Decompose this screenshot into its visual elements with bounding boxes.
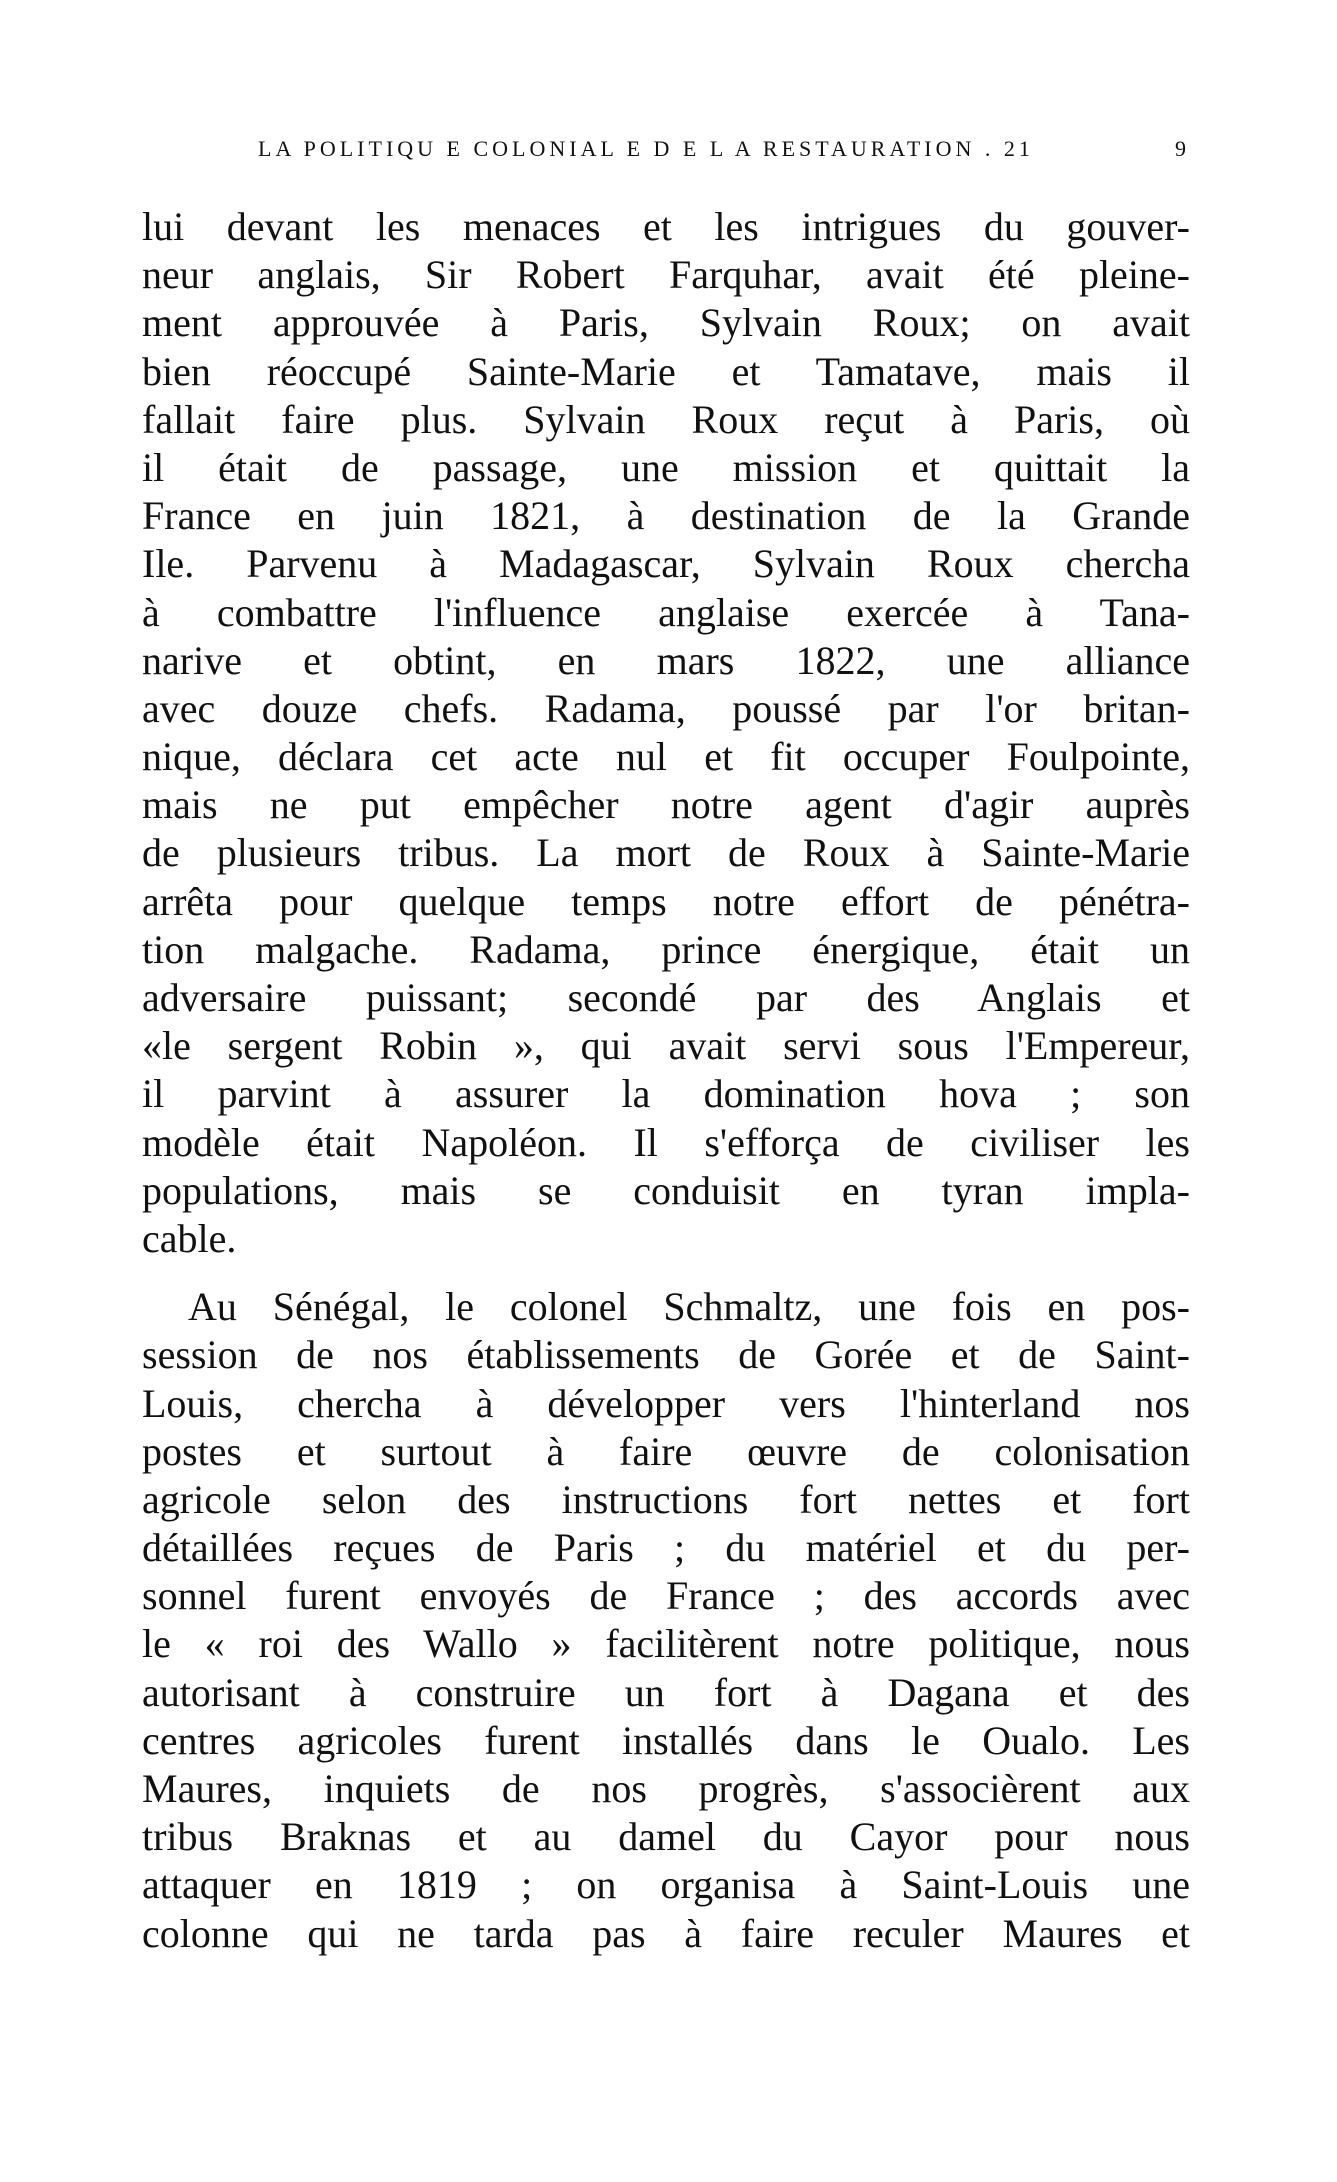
text-line: autorisant à construire un fort à Dagana et des (142, 1669, 1190, 1715)
text-line: nique, déclara cet acte nul et fit occuper Foulpointe, (142, 734, 1190, 780)
text-line: mais ne put empêcher notre agent d'agir auprès (142, 782, 1190, 828)
text-line: ment approuvée à Paris, Sylvain Roux; on avait (142, 300, 1190, 346)
text-line: session de nos établissements de Gorée et de Saint- (142, 1332, 1190, 1378)
text-line: lui devant les menaces et les intrigues du gouver- (142, 204, 1190, 249)
text-line: tribus Braknas et au damel du Cayor pour nous (142, 1814, 1190, 1860)
text-line: narive et obtint, en mars 1822, une alliance (142, 637, 1190, 683)
text-line: le « roi des Wallo » facilitèrent notre politique, nous (142, 1621, 1190, 1667)
text-line: arrêta pour quelque temps notre effort de pénétra- (142, 878, 1190, 924)
text-line: il parvint à assurer la domination hova ; son (142, 1071, 1190, 1117)
text-line: postes et surtout à faire œuvre de colonisation (142, 1428, 1190, 1474)
text-line: bien réoccupé Sainte-Marie et Tamatave, mais il (142, 348, 1190, 394)
text-line: modèle était Napoléon. Il s'efforça de civiliser les (142, 1119, 1190, 1165)
text-line: attaquer en 1819 ; on organisa à Saint-Louis une (142, 1862, 1190, 1908)
text-line: de plusieurs tribus. La mort de Roux à Sainte-Marie (142, 830, 1190, 876)
paragraph-madagascar (142, 203, 1190, 1263)
text-line: centres agricoles furent installés dans le Oualo. Les (142, 1717, 1190, 1763)
text-line: il était de passage, une mission et quittait la (142, 444, 1190, 490)
text-line: Ile. Parvenu à Madagascar, Sylvain Roux chercha (142, 541, 1190, 587)
text-line: Louis, chercha à développer vers l'hinterland nos (142, 1380, 1190, 1426)
text-line: cable. (142, 1215, 237, 1261)
text-line: colonne qui ne tarda pas à faire reculer Maures et (142, 1910, 1190, 1956)
text-line: détaillées reçues de Paris ; du matériel et du per- (142, 1525, 1190, 1571)
text-line: agricole selon des instructions fort nettes et fort (142, 1476, 1190, 1522)
text-line: Au Sénégal, le colonel Schmaltz, une fois en pos- (188, 1284, 1190, 1330)
running-header (258, 136, 1186, 166)
text-line: tion malgache. Radama, prince énergique, était un (142, 926, 1190, 972)
text-line: sonnel furent envoyés de France ; des accords avec (142, 1573, 1190, 1619)
text-line: fallait faire plus. Sylvain Roux reçut à Paris, où (142, 396, 1190, 442)
page-number: 9 (1175, 136, 1186, 161)
text-line: «le sergent Robin », qui avait servi sous l'Empereur, (142, 1023, 1190, 1069)
text-line: populations, mais se conduisit en tyran impla- (142, 1167, 1190, 1213)
paragraph-senegal (142, 1283, 1190, 1958)
running-title: LA POLITIQU E COLONIAL E D E L A RESTAURATION . 21 (258, 136, 1034, 161)
text-line: Maures, inquiets de nos progrès, s'associèrent aux (142, 1766, 1190, 1811)
text-line: à combattre l'influence anglaise exercée à Tana- (142, 589, 1190, 635)
text-line: France en juin 1821, à destination de la Grande (142, 493, 1190, 539)
text-line: neur anglais, Sir Robert Farquhar, avait été pleine- (142, 252, 1190, 298)
text-line: adversaire puissant; secondé par des Anglais et (142, 975, 1190, 1020)
paragraph-gap (142, 1263, 1190, 1283)
text-line: avec douze chefs. Radama, poussé par l'or britan- (142, 685, 1190, 731)
body-text (142, 203, 1190, 1958)
